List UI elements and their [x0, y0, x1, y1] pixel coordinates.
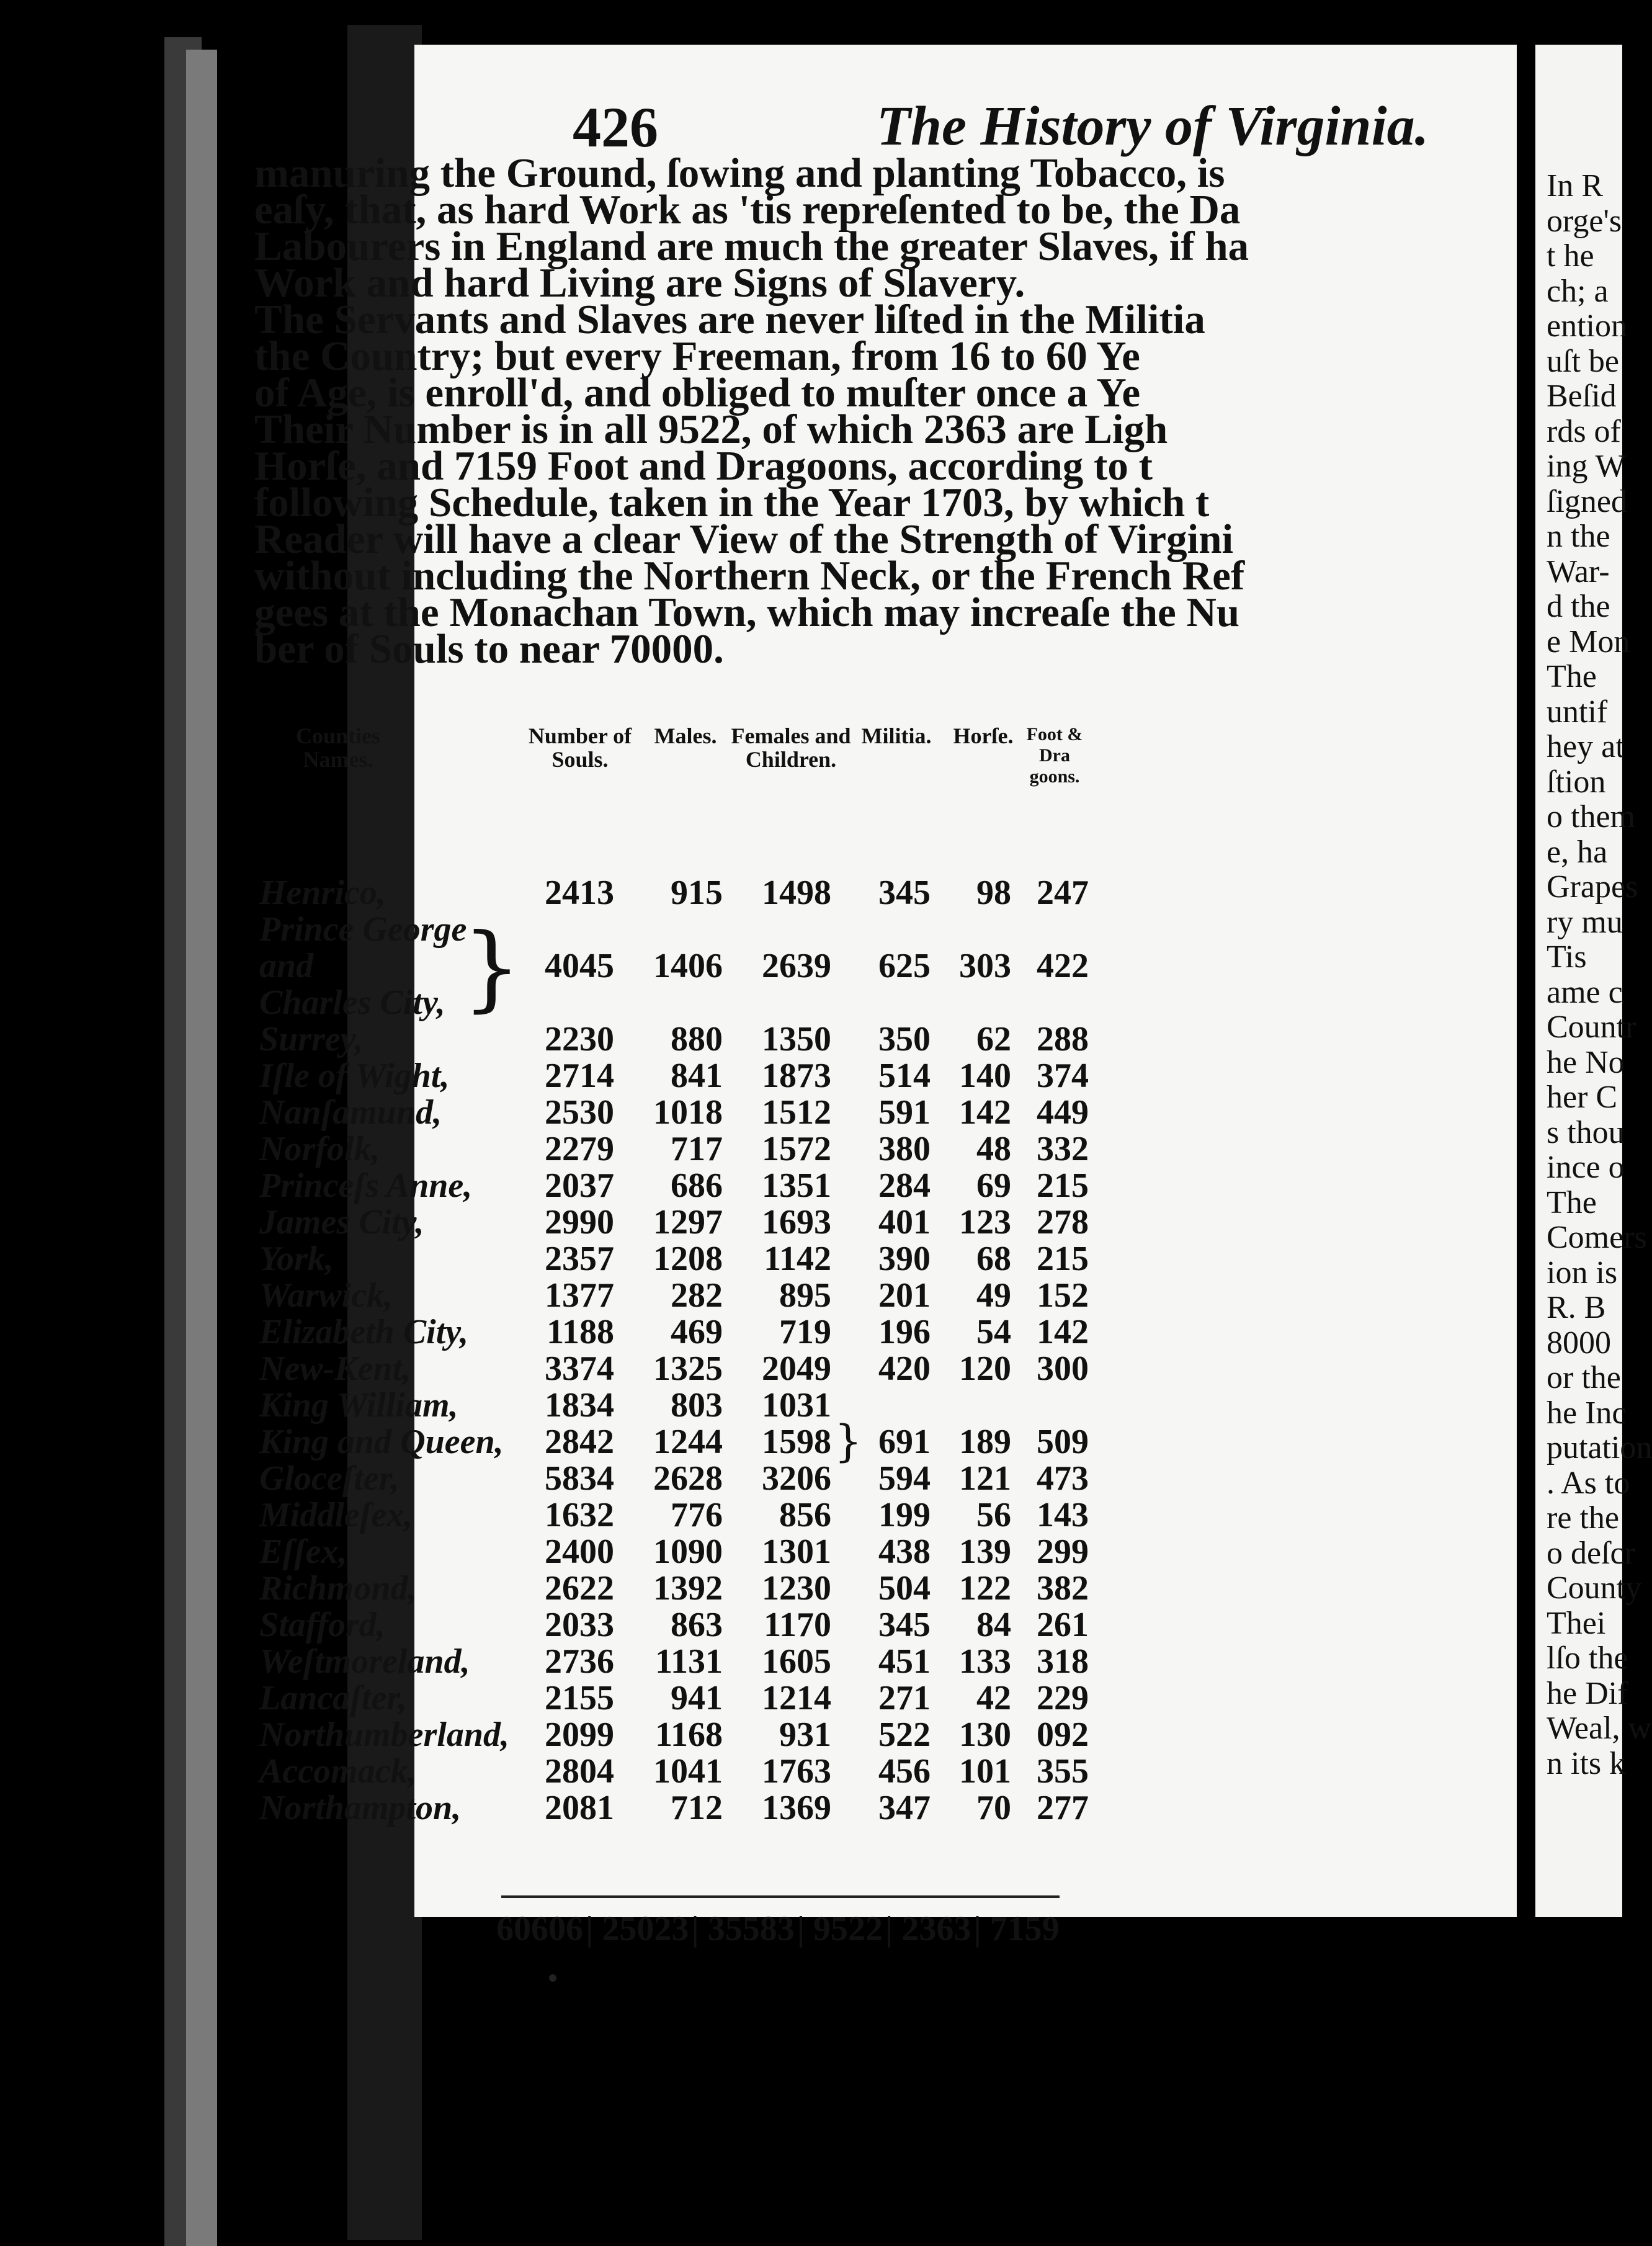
souls-cell: 2530	[545, 1093, 614, 1132]
facing-line: War-	[1547, 553, 1610, 589]
facing-line: her C	[1547, 1080, 1618, 1115]
county-name: Weſtmoreland,	[259, 1642, 470, 1681]
facing-line: . As to	[1547, 1465, 1630, 1501]
county-name: King and Queen,	[259, 1423, 504, 1461]
facing-line: ſtion	[1547, 764, 1606, 800]
table-row	[0, 1459, 1117, 1498]
foot-cell: 261	[1037, 1606, 1089, 1644]
males-cell: 803	[671, 1386, 723, 1425]
county-name: Charles City,	[259, 983, 445, 1022]
militia-cell: 420	[878, 1349, 931, 1388]
horse-cell: 133	[959, 1642, 1011, 1681]
females-cell: 1572	[762, 1130, 831, 1168]
facing-line: rds of	[1547, 413, 1621, 449]
table-row	[0, 1276, 1117, 1315]
horse-cell: 121	[959, 1459, 1011, 1498]
foot-cell: 152	[1037, 1276, 1089, 1315]
table-row	[0, 1752, 1117, 1791]
total-females: 35583	[707, 1910, 795, 1948]
horse-cell: 49	[976, 1276, 1011, 1315]
county-name: Gloceſter,	[259, 1459, 400, 1498]
females-cell: 1873	[762, 1057, 831, 1095]
body-line: without including the Northern Neck, or the French Ref	[254, 553, 1245, 599]
table-row	[0, 1129, 1117, 1168]
horse-cell: 142	[959, 1093, 1011, 1132]
facing-line: The	[1547, 659, 1597, 694]
table-row	[0, 1568, 1117, 1608]
horse-cell: 120	[959, 1349, 1011, 1388]
totals-rule	[501, 1895, 1060, 1898]
militia-cell: 451	[878, 1642, 931, 1681]
county-name: Princeſs Anne,	[259, 1166, 473, 1205]
page-number: 426	[573, 96, 658, 159]
militia-cell: 401	[878, 1203, 931, 1242]
county-name: Surrey,	[259, 1020, 364, 1058]
facing-line: n the	[1547, 519, 1610, 554]
souls-cell: 3374	[545, 1349, 614, 1388]
females-cell: 1369	[762, 1789, 831, 1827]
females-cell: 719	[779, 1313, 831, 1351]
ink-dot	[549, 1974, 556, 1982]
militia-cell: 438	[878, 1532, 931, 1571]
facing-line: ing W	[1547, 449, 1626, 484]
males-cell: 282	[671, 1276, 723, 1315]
horse-cell: 98	[976, 874, 1011, 912]
horse-cell: 84	[976, 1606, 1011, 1644]
females-cell: 1351	[762, 1166, 831, 1205]
totals-row: 60606| 25023| 35583| 9522| 2363| 7159	[496, 1910, 1060, 1948]
foot-cell: 288	[1037, 1020, 1089, 1058]
souls-cell: 2155	[545, 1679, 614, 1717]
souls-cell: 2804	[545, 1752, 614, 1791]
facing-line: In R	[1547, 168, 1603, 204]
county-name: Stafford,	[259, 1606, 385, 1644]
females-cell: 931	[779, 1716, 831, 1754]
col-header-county: Counties Names.	[295, 723, 381, 772]
facing-line: County	[1547, 1570, 1642, 1606]
facing-line: Countr	[1547, 1009, 1636, 1045]
facing-line: 8000	[1547, 1325, 1611, 1361]
females-cell: 1512	[762, 1093, 831, 1132]
body-line: Horſe, and 7159 Foot and Dragoons, according to t	[254, 443, 1153, 489]
col-header-militia: Militia.	[861, 723, 932, 748]
body-line: following Schedule, taken in the Year 1703, by which t	[254, 480, 1210, 526]
facing-line: lſo the	[1547, 1640, 1628, 1676]
militia-cell: 201	[878, 1276, 931, 1315]
table-row	[0, 1642, 1117, 1681]
county-name: Elizabeth City,	[259, 1313, 469, 1351]
souls-cell: 1377	[545, 1276, 614, 1315]
foot-cell: 422	[1037, 947, 1089, 985]
militia-cell: 345	[878, 1606, 931, 1644]
facing-line: d the	[1547, 589, 1610, 624]
militia-cell: 625	[878, 947, 931, 985]
county-name: Middleſex,	[259, 1496, 413, 1534]
table-row	[0, 946, 1117, 985]
horse-cell: 123	[959, 1203, 1011, 1242]
foot-cell: 143	[1037, 1496, 1089, 1534]
county-name: Accomack,	[259, 1752, 417, 1791]
males-cell: 1041	[653, 1752, 723, 1791]
souls-cell: 2033	[545, 1606, 614, 1644]
males-cell: 863	[671, 1606, 723, 1644]
facing-line: hey at	[1547, 729, 1625, 764]
col-header-foot: Foot & Dra goons.	[1026, 724, 1083, 787]
col-header-females: Females and Children.	[731, 723, 851, 772]
horse-cell: 48	[976, 1130, 1011, 1168]
body-line: Work and hard Living are Signs of Slavery.	[254, 260, 1025, 306]
body-line: Labourers in England are much the greater Slaves, if ha	[254, 223, 1249, 269]
foot-cell: 215	[1037, 1240, 1089, 1278]
brace-prince-george: }	[462, 914, 522, 1022]
facing-page-edge	[1535, 45, 1652, 1917]
foot-cell: 300	[1037, 1349, 1089, 1388]
souls-cell: 5834	[545, 1459, 614, 1498]
facing-line: untif	[1547, 694, 1608, 730]
militia-cell: 196	[878, 1313, 931, 1351]
body-line: Reader will have a clear View of the Strength of Virgini	[254, 516, 1234, 562]
females-cell: 1605	[762, 1642, 831, 1681]
females-cell: 1350	[762, 1020, 831, 1058]
table-row	[0, 1093, 1117, 1132]
females-cell: 1214	[762, 1679, 831, 1717]
horse-cell: 68	[976, 1240, 1011, 1278]
females-cell: 2639	[762, 947, 831, 985]
col-header-males: Males.	[654, 723, 717, 748]
souls-cell: 2081	[545, 1789, 614, 1827]
males-cell: 712	[671, 1789, 723, 1827]
county-name: Norfolk,	[259, 1130, 380, 1168]
males-cell: 717	[671, 1130, 723, 1168]
brace-king-william-queen: }	[834, 1416, 862, 1467]
foot-cell: 299	[1037, 1532, 1089, 1571]
females-cell: 1142	[764, 1240, 831, 1278]
table-row	[0, 1678, 1117, 1717]
county-name: Warwick,	[259, 1276, 393, 1315]
militia-cell: 345	[878, 874, 931, 912]
males-cell: 1392	[653, 1569, 723, 1608]
females-cell: 1301	[762, 1532, 831, 1571]
horse-cell: 303	[959, 947, 1011, 985]
males-cell: 1131	[655, 1642, 723, 1681]
facing-line: Thei	[1547, 1605, 1606, 1641]
militia-cell: 350	[878, 1020, 931, 1058]
facing-line: o them	[1547, 799, 1635, 834]
foot-cell: 374	[1037, 1057, 1089, 1095]
county-name: Prince George	[259, 910, 467, 949]
militia-cell: 284	[878, 1166, 931, 1205]
souls-cell: 2990	[545, 1203, 614, 1242]
foot-cell: 215	[1037, 1166, 1089, 1205]
females-cell: 1170	[764, 1606, 831, 1644]
facing-line: Beſid	[1547, 378, 1617, 414]
males-cell: 1018	[653, 1093, 723, 1132]
table-row	[0, 1166, 1117, 1205]
militia-cell: 199	[878, 1496, 931, 1534]
col-header-horse: Horſe.	[953, 723, 1014, 748]
souls-cell: 2714	[545, 1057, 614, 1095]
facing-line: he Dif	[1547, 1675, 1628, 1711]
schedule-table	[0, 45, 1117, 1917]
body-line: gees at the Monachan Town, which may increaſe the Nu	[254, 589, 1240, 635]
table-row	[0, 910, 1117, 949]
females-cell: 1230	[762, 1569, 831, 1608]
table-row	[0, 983, 1117, 1022]
facing-line: Grapes	[1547, 869, 1638, 905]
facing-line: Comers	[1547, 1220, 1647, 1255]
foot-cell: 278	[1037, 1203, 1089, 1242]
females-cell: 1498	[762, 874, 831, 912]
souls-cell: 4045	[545, 947, 614, 985]
total-horse: 2363	[901, 1910, 971, 1948]
total-males: 25023	[602, 1910, 689, 1948]
females-cell: 895	[779, 1276, 831, 1315]
county-name: Henrico,	[259, 874, 386, 912]
facing-line: re the	[1547, 1500, 1619, 1536]
females-cell: 1763	[762, 1752, 831, 1791]
facing-line: ry mu	[1547, 904, 1623, 940]
horse-cell: 54	[976, 1313, 1011, 1351]
facing-line: e, ha	[1547, 834, 1608, 870]
horse-cell: 139	[959, 1532, 1011, 1571]
horse-cell: 189	[959, 1423, 1011, 1461]
horse-cell: 62	[976, 1020, 1011, 1058]
county-name: New-Kent,	[259, 1349, 411, 1388]
females-cell: 3206	[762, 1459, 831, 1498]
foot-cell: 092	[1037, 1716, 1089, 1754]
females-cell: 1598	[762, 1423, 831, 1461]
facing-line: ion is	[1547, 1255, 1618, 1291]
males-cell: 1406	[653, 947, 723, 985]
table-row	[0, 1385, 1117, 1425]
facing-line: R. B	[1547, 1290, 1606, 1325]
souls-cell: 2622	[545, 1569, 614, 1608]
militia-cell: 594	[878, 1459, 931, 1498]
facing-line: Weal, w	[1547, 1711, 1652, 1746]
horse-cell: 122	[959, 1569, 1011, 1608]
militia-cell: 347	[878, 1789, 931, 1827]
males-cell: 1168	[655, 1716, 723, 1754]
souls-cell: 2842	[545, 1423, 614, 1461]
running-title: The History of Virginia.	[877, 96, 1429, 157]
foot-cell: 332	[1037, 1130, 1089, 1168]
table-row	[0, 1019, 1117, 1058]
souls-cell: 1632	[545, 1496, 614, 1534]
body-line: of Age, is enroll'd, and obliged to muſter once a Ye	[254, 370, 1141, 416]
county-name: King William,	[259, 1386, 458, 1425]
militia-cell: 691	[878, 1423, 931, 1461]
horse-cell: 140	[959, 1057, 1011, 1095]
females-cell: 1693	[762, 1203, 831, 1242]
body-line: ber of Souls to near 70000.	[254, 626, 724, 672]
horse-cell: 70	[976, 1789, 1011, 1827]
foot-cell: 449	[1037, 1093, 1089, 1132]
horse-cell: 130	[959, 1716, 1011, 1754]
souls-cell: 2400	[545, 1532, 614, 1571]
county-name: Iſle of Wight,	[259, 1057, 450, 1095]
militia-cell: 271	[878, 1679, 931, 1717]
facing-line: Tis	[1547, 939, 1587, 975]
foot-cell: 382	[1037, 1569, 1089, 1608]
foot-cell: 355	[1037, 1752, 1089, 1791]
facing-line: he No	[1547, 1044, 1625, 1080]
males-cell: 1297	[653, 1203, 723, 1242]
males-cell: 1325	[653, 1349, 723, 1388]
facing-page-text	[1535, 45, 1652, 1781]
facing-line: ch; a	[1547, 273, 1609, 309]
county-name: York,	[259, 1240, 334, 1278]
table-row	[0, 1312, 1117, 1351]
facing-line: ame c	[1547, 974, 1623, 1010]
table-row	[0, 1202, 1117, 1242]
foot-cell: 142	[1037, 1313, 1089, 1351]
total-souls: 60606	[496, 1910, 583, 1948]
horse-cell: 56	[976, 1496, 1011, 1534]
book-page	[254, 45, 1517, 1948]
foot-cell: 247	[1037, 874, 1089, 912]
body-line: Their Number is in all 9522, of which 2363 are Ligh	[254, 406, 1168, 452]
souls-cell: 2736	[545, 1642, 614, 1681]
col-header-souls: Number of Souls.	[528, 723, 632, 772]
foot-cell: 229	[1037, 1679, 1089, 1717]
males-cell: 686	[671, 1166, 723, 1205]
horse-cell: 69	[976, 1166, 1011, 1205]
body-line: manuring the Ground, ſowing and planting Tobacco, is	[254, 150, 1225, 196]
body-line: eaſy, that, as hard Work as 'tis repreſented to be, the Da	[254, 187, 1241, 233]
souls-cell: 2279	[545, 1130, 614, 1168]
facing-line: he Inc	[1547, 1395, 1627, 1431]
facing-line: ention	[1547, 308, 1627, 344]
facing-line: t he	[1547, 238, 1594, 274]
males-cell: 1208	[653, 1240, 723, 1278]
table-row	[0, 1056, 1117, 1095]
militia-cell: 456	[878, 1752, 931, 1791]
horse-cell: 42	[976, 1679, 1011, 1717]
county-name: Northampton,	[259, 1789, 462, 1827]
males-cell: 1244	[653, 1423, 723, 1461]
militia-cell: 514	[878, 1057, 931, 1095]
body-line: the Country; but every Freeman, from 16 to 60 Ye	[254, 333, 1140, 379]
facing-line: s thou	[1547, 1114, 1625, 1150]
males-cell: 1090	[653, 1532, 723, 1571]
souls-cell: 2037	[545, 1166, 614, 1205]
table-row	[0, 1532, 1117, 1571]
souls-cell: 2357	[545, 1240, 614, 1278]
facing-line: ſigned	[1547, 483, 1627, 519]
table-row	[0, 1715, 1117, 1754]
facing-line: orge's	[1547, 203, 1622, 239]
facing-line: putation	[1547, 1430, 1652, 1465]
militia-cell: 591	[878, 1093, 931, 1132]
females-cell: 2049	[762, 1349, 831, 1388]
females-cell: 1031	[762, 1386, 831, 1425]
males-cell: 841	[671, 1057, 723, 1095]
militia-cell: 380	[878, 1130, 931, 1168]
militia-cell: 522	[878, 1716, 931, 1754]
facing-line: or the	[1547, 1360, 1621, 1395]
county-name: Richmond,	[259, 1569, 417, 1608]
souls-cell: 2099	[545, 1716, 614, 1754]
table-row	[0, 1495, 1117, 1534]
foot-cell: 473	[1037, 1459, 1089, 1498]
county-name: Lancaſter,	[259, 1679, 407, 1717]
total-foot: 7159	[989, 1910, 1060, 1948]
county-name: Nanſamund,	[259, 1093, 442, 1132]
souls-cell: 1188	[547, 1313, 614, 1351]
males-cell: 915	[671, 874, 723, 912]
males-cell: 2628	[653, 1459, 723, 1498]
militia-cell: 390	[878, 1240, 931, 1278]
table-row	[0, 1605, 1117, 1644]
souls-cell: 2230	[545, 1020, 614, 1058]
body-line: The Servants and Slaves are never liſted in the Militia	[254, 297, 1205, 342]
county-name: and	[259, 947, 314, 985]
facing-line: uſt be	[1547, 343, 1619, 379]
facing-line: e Mon	[1547, 624, 1630, 660]
militia-cell: 504	[878, 1569, 931, 1608]
souls-cell: 2413	[545, 874, 614, 912]
total-militia: 9522	[813, 1910, 883, 1948]
males-cell: 880	[671, 1020, 723, 1058]
facing-line: n its k	[1547, 1745, 1626, 1781]
foot-cell: 318	[1037, 1642, 1089, 1681]
table-row	[0, 1239, 1117, 1278]
males-cell: 941	[671, 1679, 723, 1717]
table-row	[0, 1349, 1117, 1388]
foot-cell: 509	[1037, 1423, 1089, 1461]
facing-line: o deſcr	[1547, 1535, 1635, 1571]
souls-cell: 1834	[545, 1386, 614, 1425]
males-cell: 469	[671, 1313, 723, 1351]
facing-line: ince o	[1547, 1150, 1625, 1185]
foot-cell: 277	[1037, 1789, 1089, 1827]
table-row	[0, 873, 1117, 912]
county-name: Northumberland,	[259, 1716, 509, 1754]
table-row	[0, 1788, 1117, 1827]
county-name: James City,	[259, 1203, 424, 1242]
males-cell: 776	[671, 1496, 723, 1534]
horse-cell: 101	[959, 1752, 1011, 1791]
facing-line: The	[1547, 1184, 1597, 1220]
county-name: Eſſex,	[259, 1532, 347, 1571]
table-row	[0, 1422, 1117, 1461]
females-cell: 856	[779, 1496, 831, 1534]
